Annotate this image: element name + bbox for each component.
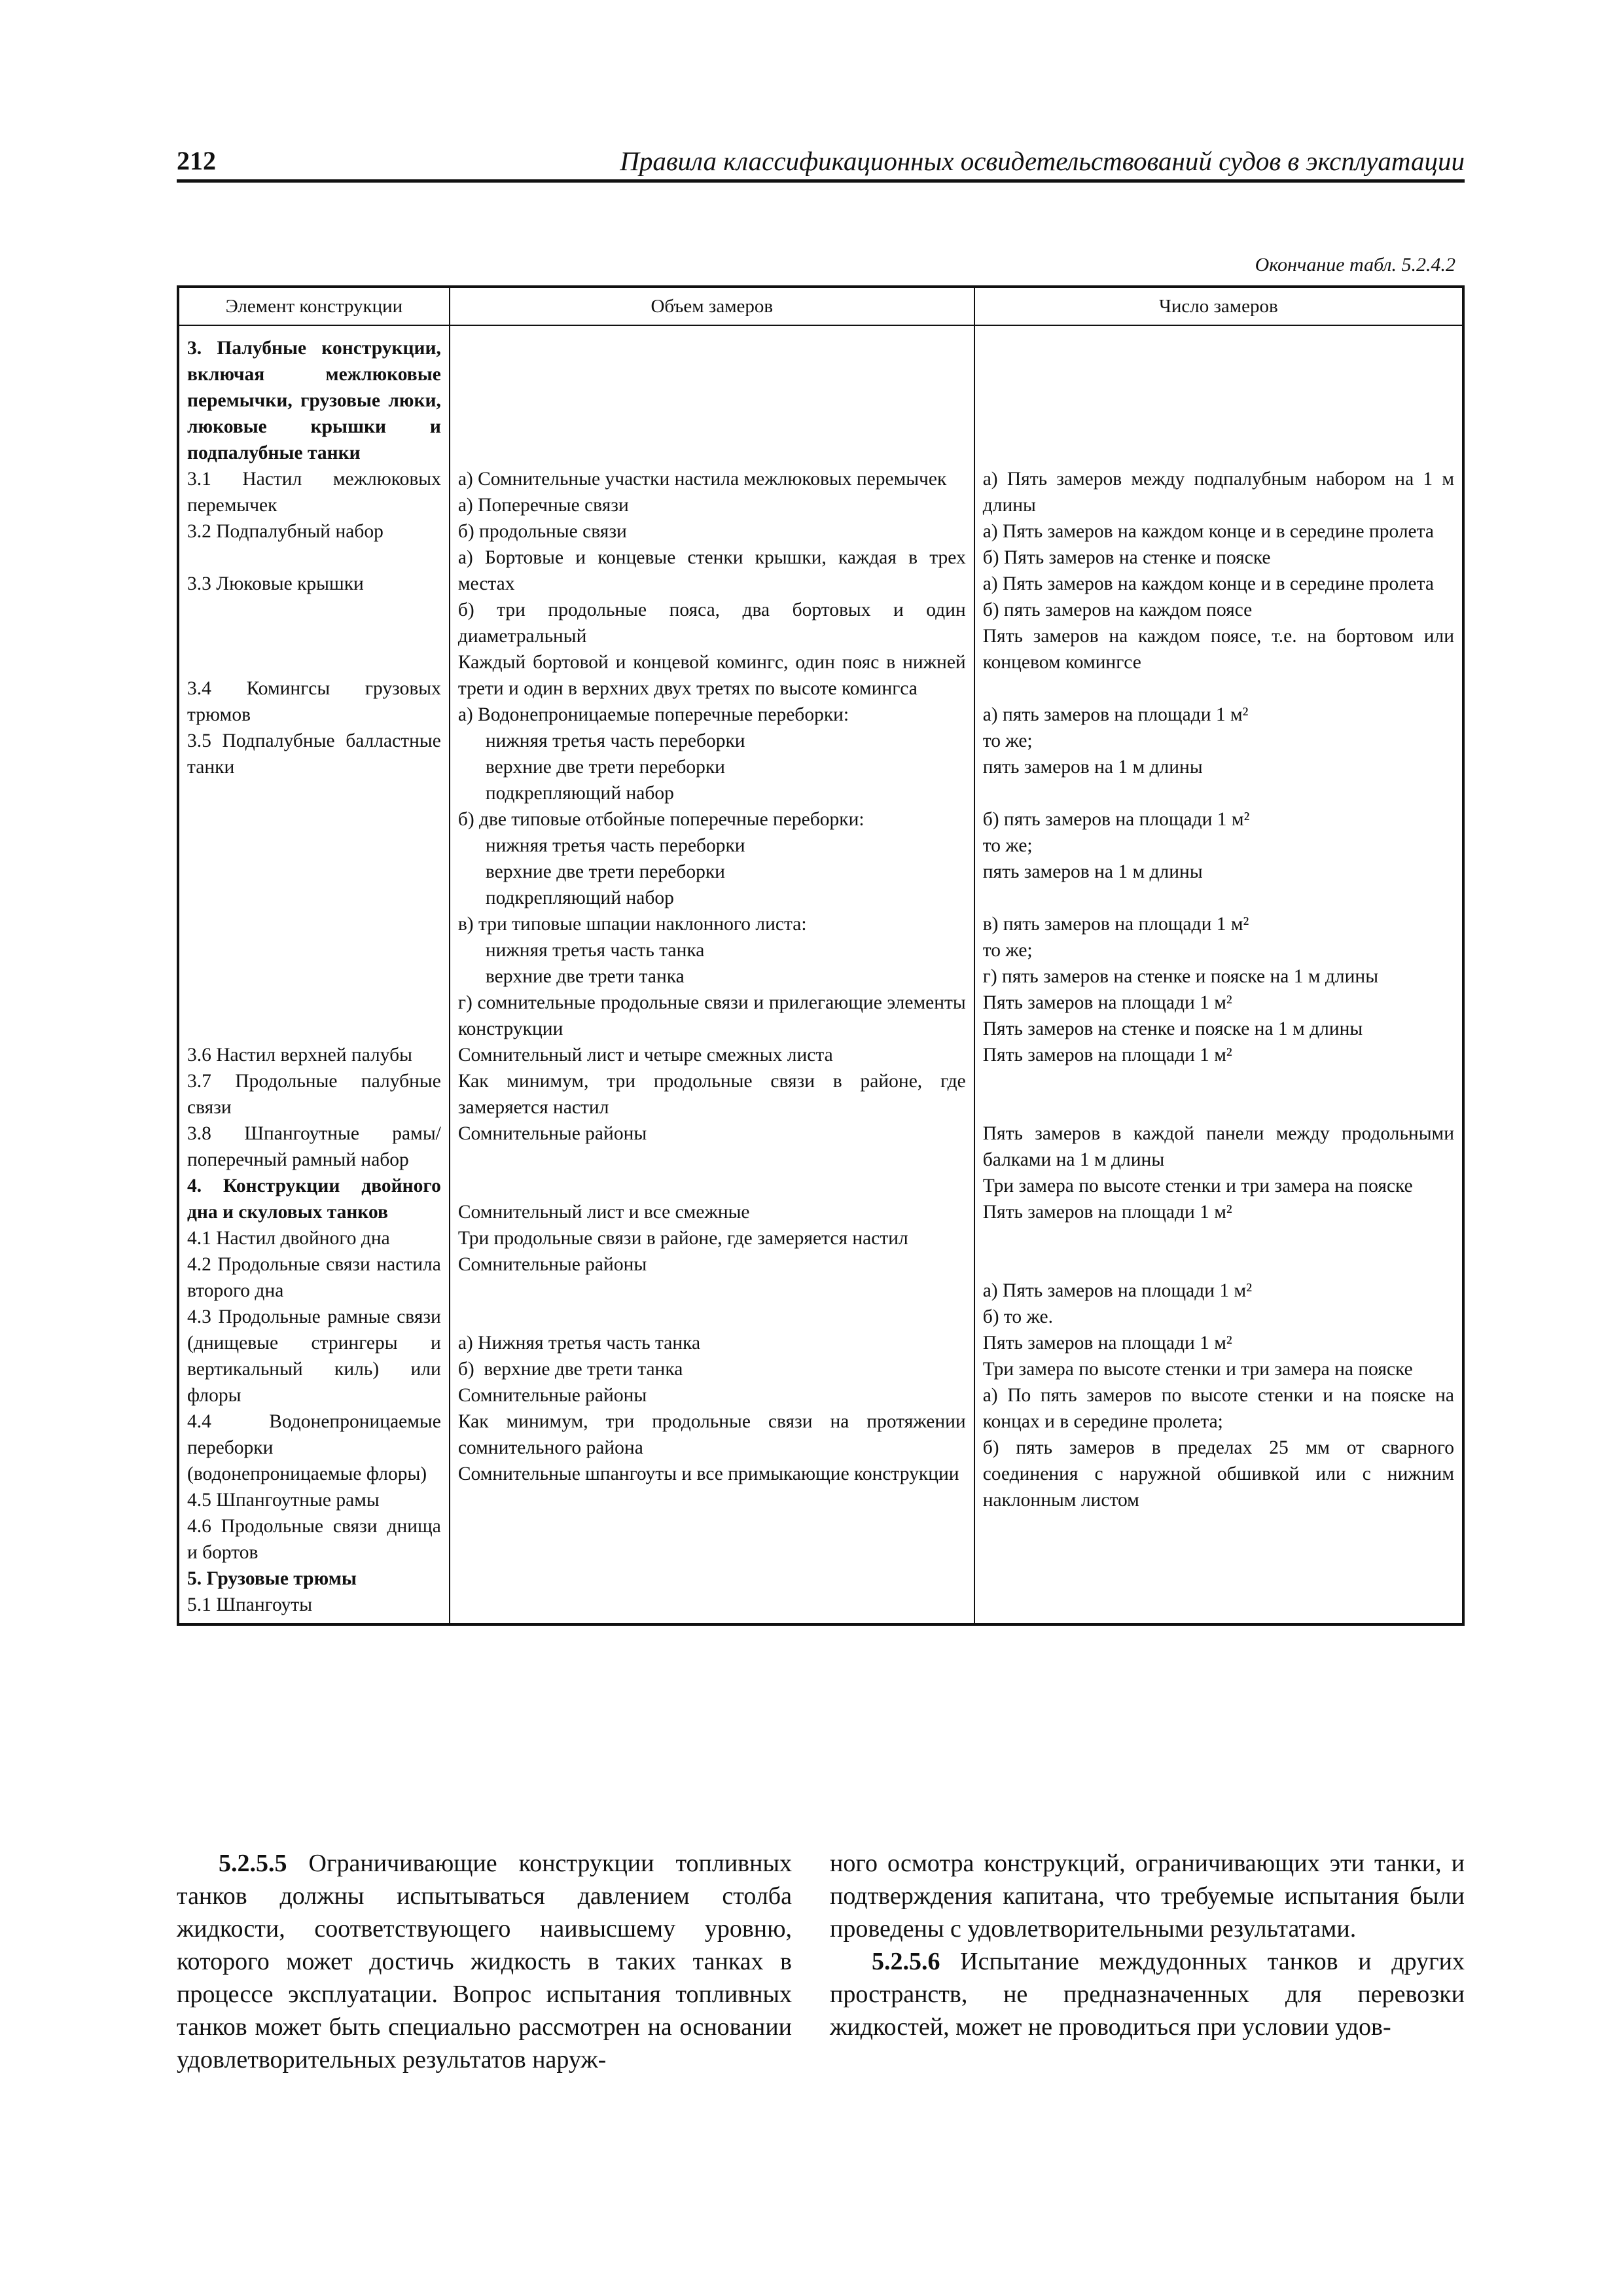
- table-cell-text: Каждый бортовой и концевой комингс, один пояс в нижней трети и один в верхних двух третях по высоте комингса: [457, 652, 971, 699]
- table-cell-text: г) сомнительные продольные связи и прилегающие элементы конструкции: [457, 992, 971, 1039]
- paragraph-text: Ограничивающие конструкции топливных танков должны испытываться давлением столба жидкости, соответствующего наивысшему уровню, которого может достичь жидкость в таких танках в процессе эксплуатации. Вопрос испытания топливных танков может быть специально рассмотрен на основании удовлетворительных результатов наруж-: [177, 1850, 792, 2073]
- column-header-element: Элемент конструкции: [178, 287, 450, 325]
- paragraph-5-2-5-5: [177, 1847, 792, 2076]
- page-number: 212: [177, 146, 216, 175]
- table-cell-text: Сомнительные районы: [457, 1254, 647, 1275]
- table-cell-text: Сомнительный лист и все смежные: [457, 1202, 750, 1223]
- table-cell-text: нижняя третья часть танка верхние две трети танка: [485, 940, 705, 987]
- column-header-scope: Объем замеров: [450, 287, 974, 325]
- paragraph-5-2-5-6: [830, 1945, 1465, 2043]
- table-cell-text: 3.1 Настил межлюковых перемычек: [187, 469, 446, 516]
- table-cell-text: 3.5 Подпалубные балластные танки: [187, 730, 441, 778]
- table-cell-text: нижняя третья часть переборки верхние две трети переборки подкрепляющий набор: [485, 730, 745, 804]
- table-cell-text: Сомнительные шпангоуты и все примыкающие конструкции: [457, 1463, 959, 1484]
- body-column-left: [177, 1847, 792, 2076]
- table-cell-text: Как минимум, три продольные связи в районе, где замеряется настил: [457, 1071, 971, 1118]
- table-cell-text: 3.7 Продольные палубные связи: [187, 1071, 446, 1118]
- table-cell-text: Три продольные связи в районе, где замеряется настил: [457, 1228, 908, 1249]
- table-cell-text: б) две типовые отбойные поперечные переборки:: [457, 809, 865, 830]
- table-cell-text: а) пять замеров на площади 1 м² то же; пять замеров на 1 м длины б) пять замеров на площади 1 м² то же; пять замеров на 1 м длины в) пять замеров на площади 1 м² то же;: [982, 704, 1250, 961]
- table-cell-text: 4.2 Продольные связи настила второго дна: [187, 1254, 446, 1301]
- column-header-count: Число замеров: [974, 287, 1463, 325]
- table-cell-text: 3.3 Люковые крышки: [187, 573, 364, 594]
- table-cell-text: 3.8 Шпангоутные рамы/ поперечный рамный набор: [187, 1123, 446, 1170]
- table-cell-text: а) Поперечные связи: [457, 495, 629, 516]
- table-cell-text: [983, 335, 1454, 466]
- paragraph-number: 5.2.5.5: [219, 1850, 287, 1877]
- table-cell-text: нижняя третья часть переборки верхние две трети переборки подкрепляющий набор: [485, 835, 745, 908]
- table-cell-text: Сомнительные районы: [457, 1385, 647, 1406]
- table-cell-text: Пять замеров на площади 1 м²: [982, 1333, 1232, 1354]
- table-cell-text: 4.3 Продольные рамные связи (днищевые стрингеры и вертикальный киль) или флоры: [187, 1306, 446, 1406]
- measurement-scope-column: [450, 325, 974, 1624]
- paragraph-text: Испытание междудонных танков и других пространств, не предназначенных для перевозки жидкостей, может не проводиться при условии удов-: [830, 1948, 1465, 2041]
- table-cell-text: 3. Палубные конструкции, включая межлюковые перемычки, грузовые люки, люковые крышки и подпалубные танки: [187, 338, 446, 463]
- table-cell-text: 4.4 Водонепроницаемые переборки (водонепроницаемые флоры): [187, 1411, 446, 1484]
- page-header: [177, 145, 1465, 183]
- table-cell-text: 4.6 Продольные связи днища и бортов: [187, 1516, 446, 1563]
- table-cell-text: Пять замеров в каждой панели между продольными балками на 1 м длины: [982, 1123, 1459, 1170]
- table-cell-text: Пять замеров на площади 1 м²: [982, 992, 1232, 1013]
- table-cell-text: Сомнительный лист и четыре смежных листа: [457, 1045, 833, 1066]
- table-cell-text: б) три продольные пояса, два бортовых и один диаметральный: [457, 600, 971, 647]
- table-cell-text: Три замера по высоте стенки и три замера на пояске: [982, 1359, 1413, 1380]
- table-cell-text: 4. Конструкции двойного дна и скуловых танков: [187, 1175, 446, 1223]
- table-cell-text: [458, 335, 966, 466]
- table-cell-text: а) Пять замеров на каждом конце и в середине пролета: [982, 573, 1434, 594]
- table-cell-text: Сомнительные районы: [457, 1123, 647, 1144]
- table-cell-text: 5. Грузовые трюмы: [187, 1568, 357, 1589]
- running-title: Правила классификационных освидетельствований судов в эксплуатации: [620, 146, 1465, 176]
- table-cell-text: в) три типовые шпации наклонного листа:: [457, 914, 807, 935]
- table-cell-text: а) Пять замеров на площади 1 м² б) то же.: [982, 1280, 1253, 1327]
- table-body-row: [178, 325, 1463, 1624]
- table-caption: Окончание табл. 5.2.4.2: [1255, 254, 1455, 276]
- table-cell-text: Как минимум, три продольные связи на протяжении сомнительного района: [457, 1411, 966, 1458]
- table-cell-text: Три замера по высоте стенки и три замера на пояске: [982, 1175, 1413, 1196]
- paragraph-number: 5.2.5.6: [872, 1948, 940, 1975]
- table-cell-text: Пять замеров на площади 1 м²: [982, 1045, 1232, 1066]
- table-cell-text: а) По пять замеров по высоте стенки и на пояске на концах и в середине пролета;: [982, 1385, 1459, 1432]
- table-cell-text: б) Пять замеров на стенке и пояске: [982, 547, 1271, 568]
- table-cell-text: 3.4 Комингсы грузовых трюмов: [187, 678, 441, 725]
- table-cell-text: 5.1 Шпангоуты: [187, 1594, 313, 1615]
- table-cell-text: б) пять замеров в пределах 25 мм от сварного соединения с наружной обшивкой или с нижним наклонным листом: [982, 1437, 1459, 1511]
- table-cell-text: а) Пять замеров на каждом конце и в середине пролета: [982, 521, 1434, 542]
- body-column-right: [830, 1847, 1465, 2043]
- table-cell-text: б) продольные связи: [457, 521, 627, 542]
- measurement-count-column: [974, 325, 1463, 1624]
- table-cell-text: 4.5 Шпангоутные рамы: [187, 1490, 380, 1511]
- table-cell-text: а) Сомнительные участки настила межлюковых перемычек: [457, 469, 947, 490]
- table-cell-text: 3.2 Подпалубный набор: [187, 521, 383, 542]
- table-cell-text: 3.6 Настил верхней палубы: [187, 1045, 412, 1066]
- table-cell-text: 4.1 Настил двойного дна: [187, 1228, 390, 1249]
- structure-element-column: [178, 325, 450, 1624]
- table-cell-text: а) Пять замеров между подпалубным набором на 1 м длины: [982, 469, 1459, 516]
- measurement-table: [177, 285, 1465, 1626]
- table-cell-text: а) Бортовые и концевые стенки крышки, каждая в трех местах: [457, 547, 971, 594]
- table-cell-text: а) Водонепроницаемые поперечные переборки:: [457, 704, 849, 725]
- table-header-row: [178, 287, 1463, 325]
- table-cell-text: а) Нижняя третья часть танка б) верхние две трети танка: [457, 1333, 701, 1380]
- table-cell-text: б) пять замеров на каждом поясе: [982, 600, 1253, 620]
- table-cell-text: Пять замеров на площади 1 м²: [982, 1202, 1232, 1223]
- paragraph-5-2-5-5-continued: ного осмотра конструкций, ограничивающих эти танки, и подтверждения капитана, что требуемые испытания были проведены с удовлетворительными результатами.: [830, 1850, 1465, 1943]
- table-cell-text: г) пять замеров на стенке и пояске на 1 м длины: [982, 966, 1379, 987]
- table-cell-text: Пять замеров на стенке и пояске на 1 м длины: [982, 1018, 1363, 1039]
- table-cell-text: Пять замеров на каждом поясе, т.е. на бортовом или концевом комингсе: [982, 626, 1454, 673]
